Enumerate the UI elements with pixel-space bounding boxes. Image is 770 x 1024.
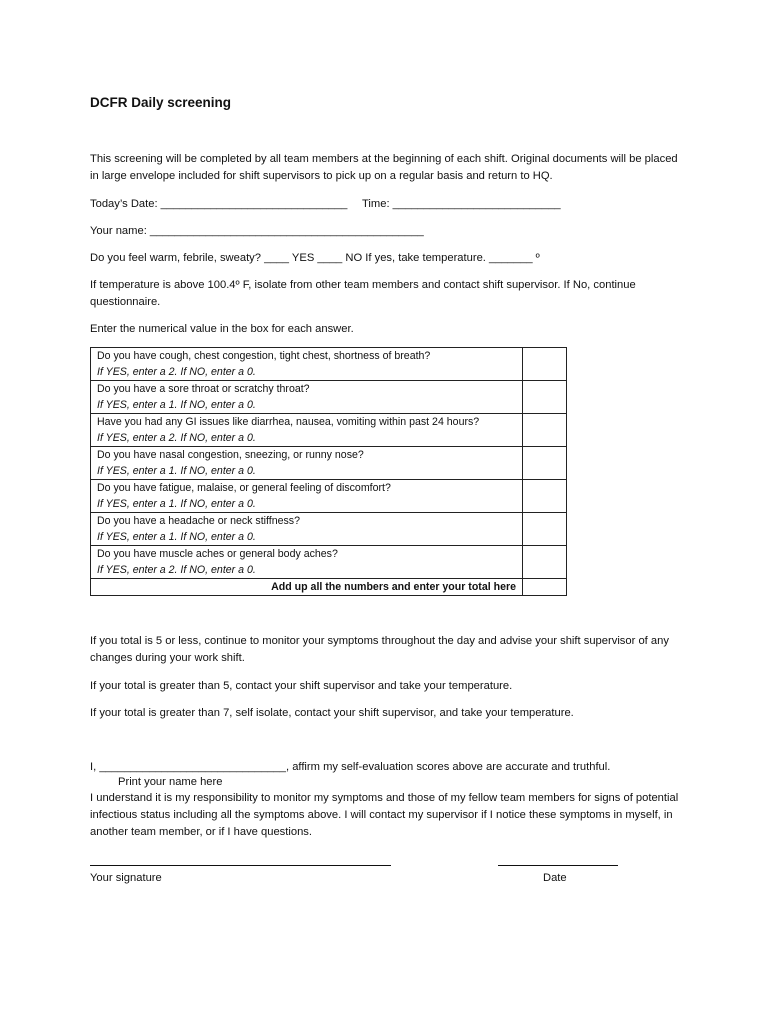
print-name-caption: Print your name here bbox=[118, 776, 223, 788]
question-cell bbox=[91, 447, 523, 480]
table-row bbox=[91, 348, 567, 381]
table-row bbox=[91, 381, 567, 414]
question-instruction: If YES, enter a 2. If NO, enter a 0. bbox=[97, 366, 256, 378]
answer-box[interactable] bbox=[523, 414, 567, 447]
name-field[interactable]: Your name: ____________________________________________ bbox=[90, 225, 424, 237]
time-field[interactable]: Time: ___________________________ bbox=[362, 198, 561, 210]
question-cell bbox=[91, 480, 523, 513]
affirm-statement[interactable]: I, ______________________________, affirm my self-evaluation scores above are accurate and truthful. bbox=[90, 761, 611, 773]
answer-box[interactable] bbox=[523, 513, 567, 546]
table-row bbox=[91, 513, 567, 546]
table-row bbox=[91, 447, 567, 480]
date-line[interactable] bbox=[498, 865, 618, 866]
question-instruction: If YES, enter a 2. If NO, enter a 0. bbox=[97, 564, 256, 576]
question-text: Do you have a sore throat or scratchy throat? bbox=[97, 383, 310, 395]
temperature-instruction: If temperature is above 100.4º F, isolate from other team members and contact shift supervisor. If No, continue questionnaire. bbox=[90, 279, 636, 308]
table-row bbox=[91, 480, 567, 513]
question-text: Do you have nasal congestion, sneezing, or runny nose? bbox=[97, 449, 364, 461]
question-cell bbox=[91, 414, 523, 447]
answer-box[interactable] bbox=[523, 447, 567, 480]
question-cell bbox=[91, 513, 523, 546]
total-box[interactable] bbox=[523, 579, 567, 596]
answer-box[interactable] bbox=[523, 381, 567, 414]
question-text: Do you have muscle aches or general body aches? bbox=[97, 548, 338, 560]
table-row bbox=[91, 546, 567, 579]
answer-box[interactable] bbox=[523, 546, 567, 579]
date-field[interactable]: Today’s Date: ______________________________ bbox=[90, 198, 348, 210]
enter-value-instruction: Enter the numerical value in the box for each answer. bbox=[90, 323, 354, 335]
question-text: Have you had any GI issues like diarrhea, nausea, vomiting within past 24 hours? bbox=[97, 416, 480, 428]
question-text: Do you have fatigue, malaise, or general feeling of discomfort? bbox=[97, 482, 391, 494]
date-label: Date bbox=[543, 872, 567, 884]
result-greater-than-seven: If your total is greater than 7, self isolate, contact your shift supervisor, and take your temperature. bbox=[90, 707, 574, 719]
question-cell bbox=[91, 546, 523, 579]
question-instruction: If YES, enter a 1. If NO, enter a 0. bbox=[97, 399, 256, 411]
symptom-table bbox=[90, 347, 567, 596]
warm-question[interactable]: Do you feel warm, febrile, sweaty? ____ YES ____ NO If yes, take temperature. _______ º bbox=[90, 252, 540, 264]
question-text: Do you have cough, chest congestion, tight chest, shortness of breath? bbox=[97, 350, 431, 362]
question-instruction: If YES, enter a 1. If NO, enter a 0. bbox=[97, 465, 256, 477]
total-row bbox=[91, 579, 567, 596]
answer-box[interactable] bbox=[523, 480, 567, 513]
page-title: DCFR Daily screening bbox=[90, 95, 232, 110]
table-row bbox=[91, 414, 567, 447]
question-instruction: If YES, enter a 2. If NO, enter a 0. bbox=[97, 432, 256, 444]
answer-box[interactable] bbox=[523, 348, 567, 381]
total-label: Add up all the numbers and enter your total here bbox=[91, 579, 523, 596]
result-greater-than-five: If your total is greater than 5, contact your shift supervisor and take your temperature. bbox=[90, 680, 513, 692]
signature-label: Your signature bbox=[90, 872, 162, 884]
responsibility-statement: I understand it is my responsibility to monitor my symptoms and those of my fellow team members for signs of potential infectious status including all the symptoms above. I will contact my supervisor if I notice these symptoms in myself, in another team member, or if I have questions. bbox=[90, 792, 679, 838]
question-instruction: If YES, enter a 1. If NO, enter a 0. bbox=[97, 531, 256, 543]
question-instruction: If YES, enter a 1. If NO, enter a 0. bbox=[97, 498, 256, 510]
signature-line[interactable] bbox=[90, 865, 391, 866]
result-five-or-less: If you total is 5 or less, continue to monitor your symptoms throughout the day and advise your shift supervisor of any changes during your work shift. bbox=[90, 635, 669, 664]
question-text: Do you have a headache or neck stiffness? bbox=[97, 515, 300, 527]
question-cell bbox=[91, 348, 523, 381]
intro-text: This screening will be completed by all team members at the beginning of each shift. Original documents will be placed in large envelope included for shift supervisors to pick up on a regular basis and return to HQ. bbox=[90, 153, 678, 182]
question-cell bbox=[91, 381, 523, 414]
